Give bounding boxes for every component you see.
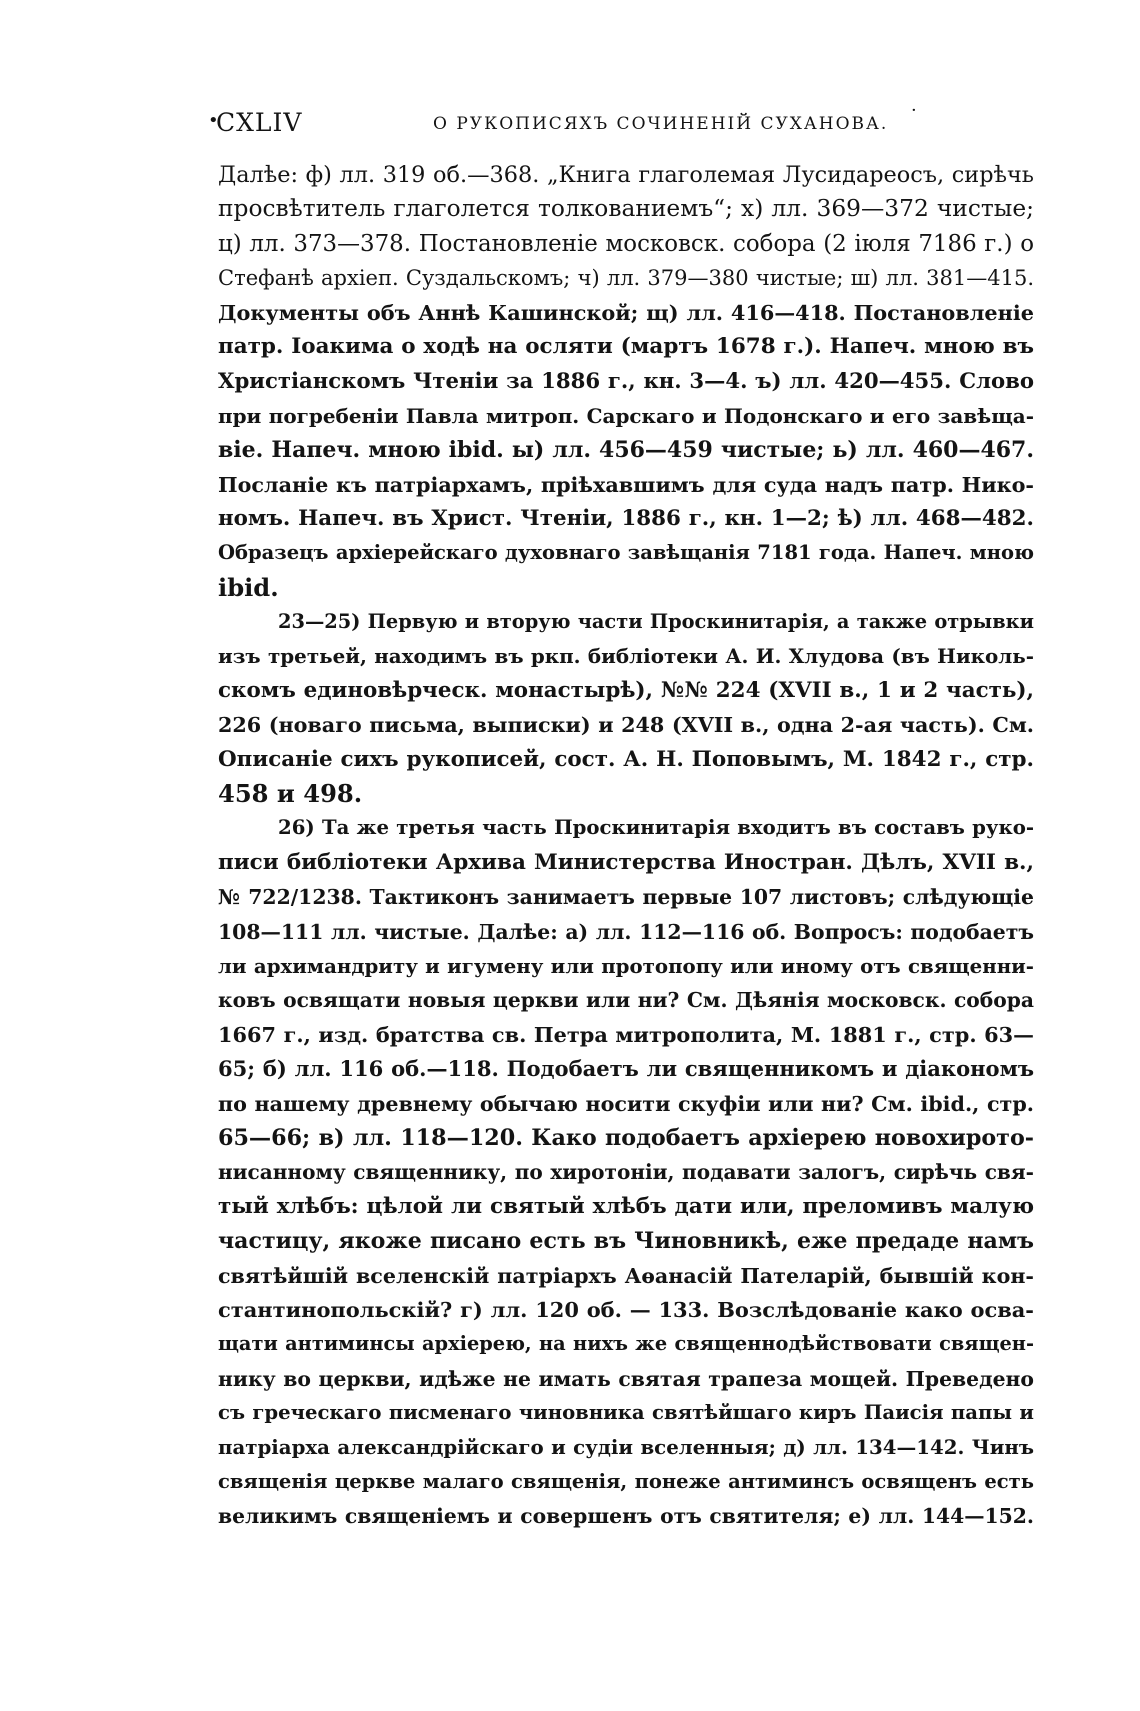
text-line: 108—111 лл. чистые. Далѣе: а) лл. 112—116 об. Вопросъ: подобаетъ [218, 919, 1034, 944]
text-line: 23—25) Первую и вторую части Проскинитарія, а также отрывки [278, 610, 1034, 634]
page-number: CXLIV [216, 108, 303, 137]
page-header [208, 100, 1038, 142]
text-line: частицу, якоже писано есть въ Чиновникѣ, еже предаде намъ [218, 1228, 1034, 1255]
text-line: 26) Та же третья часть Проскинитарія входитъ въ составъ руко- [278, 816, 1034, 840]
text-line: ц) лл. 373—378. Постановленіе московск. собора (2 іюля 7186 г.) о [218, 230, 1034, 257]
text-line: изъ третьей, находимъ въ ркп. библіотеки А. И. Хлудова (въ Николь- [218, 644, 1034, 669]
text-line: Образецъ архіерейскаго духовнаго завѣщанія 7181 года. Напеч. мною [218, 541, 1034, 565]
text-line: патріарха александрійскаго и судіи вселенныя; д) лл. 134—142. Чинъ [218, 1435, 1034, 1460]
text-line: щати антиминсы архіерею, на нихъ же священнодѣйствовати священ- [218, 1332, 1034, 1356]
text-line: віе. Напеч. мною ibid. ы) лл. 456—459 чистые; ь) лл. 460—467. [218, 437, 1034, 464]
text-line: Стефанѣ архіеп. Суздальскомъ; ч) лл. 379—380 чистые; ш) лл. 381—415. [218, 265, 1034, 291]
text-line: писи библіотеки Архива Министерства Иностран. Дѣлъ, XVII в., [218, 849, 1034, 875]
text-line: ли архимандриту и игумену или протопопу или иному отъ священни- [218, 953, 1034, 978]
text-line: Документы объ Аннѣ Кашинской; щ) лл. 416—418. Постановленіе [218, 299, 1034, 325]
text-line: 226 (новаго письма, выписки) и 248 (XVII в., одна 2-ая часть). См. [218, 713, 1034, 738]
text-line: 65—66; в) лл. 118—120. Како подобаетъ архіерею новохирото- [218, 1124, 1034, 1151]
text-line: 1667 г., изд. братства св. Петра митрополита, М. 1881 г., стр. 63— [218, 1021, 1034, 1047]
text-line: номъ. Напеч. въ Христ. Чтеніи, 1886 г., кн. 1—2; ѣ) лл. 468—482. [218, 505, 1034, 531]
text-line: тый хлѣбъ: цѣлой ли святый хлѣбъ дати или, преломивъ малую [218, 1193, 1034, 1219]
text-line: Описаніе сихъ рукописей, сост. А. Н. Поповымъ, М. 1842 г., стр. [218, 746, 1034, 772]
text-line: Христіанскомъ Чтеніи за 1886 г., кн. 3—4. ъ) лл. 420—455. Слово [218, 368, 1034, 394]
text-line: 65; б) лл. 116 об.—118. Подобаетъ ли священникомъ и діакономъ [218, 1056, 1034, 1082]
body-text [218, 158, 1034, 1534]
speck-mark: · [911, 100, 917, 121]
text-line: № 722/1238. Тактиконъ занимаетъ первые 107 листовъ; слѣдующіе [218, 885, 1034, 910]
text-line: священія церкве малаго священія, понеже антиминсъ освященъ есть [218, 1469, 1034, 1493]
running-title: О РУКОПИСЯХЪ СОЧИНЕНІЙ СУХАНОВА. [433, 114, 889, 134]
text-line: ibid. [218, 572, 279, 602]
text-line: стантинопольскій? г) лл. 120 об. — 133. Возслѣдованіе како осва- [218, 1296, 1034, 1322]
text-line: скомъ единовѣрческ. монастырѣ), №№ 224 (XVII в., 1 и 2 часть), [218, 677, 1034, 703]
text-line: при погребеніи Павла митроп. Сарскаго и Подонскаго и его завѣща- [218, 403, 1034, 428]
text-line: святѣйшій вселенскій патріархъ Аѳанасій Пателарій, бывшій кон- [218, 1263, 1034, 1288]
text-line: ковъ освящати новыя церкви или ни? См. Дѣянія московск. собора [218, 988, 1034, 1013]
text-line: съ греческаго писменаго чиновника святѣйшаго киръ Паисія папы и [218, 1401, 1034, 1425]
speck-mark: • [208, 110, 219, 131]
text-line: великимъ священіемъ и совершенъ отъ святителя; е) лл. 144—152. [218, 1504, 1034, 1529]
text-line: Посланіе къ патріархамъ, пріѣхавшимъ для суда надъ патр. Нико- [218, 472, 1034, 497]
text-line: нику во церкви, идѣже не имать святая трапеза мощей. Преведено [218, 1366, 1034, 1391]
text-line: Далѣе: ф) лл. 319 об.—368. „Книга глаголемая Лусидареосъ, сирѣчь [218, 162, 1034, 188]
text-line: просвѣтитель глаголется толкованиемъ“; х) лл. 369—372 чистые; [218, 195, 1034, 223]
text-line: по нашему древнему обычаю носити скуфіи или ни? См. ibid., стр. [218, 1091, 1034, 1116]
text-line: 458 и 498. [218, 779, 363, 809]
text-line: нисанному священнику, по хиротоніи, подавати залогъ, сирѣчь свя- [218, 1160, 1034, 1185]
text-line: патр. Іоакима о ходѣ на осляти (мартъ 1678 г.). Напеч. мною въ [218, 333, 1034, 359]
